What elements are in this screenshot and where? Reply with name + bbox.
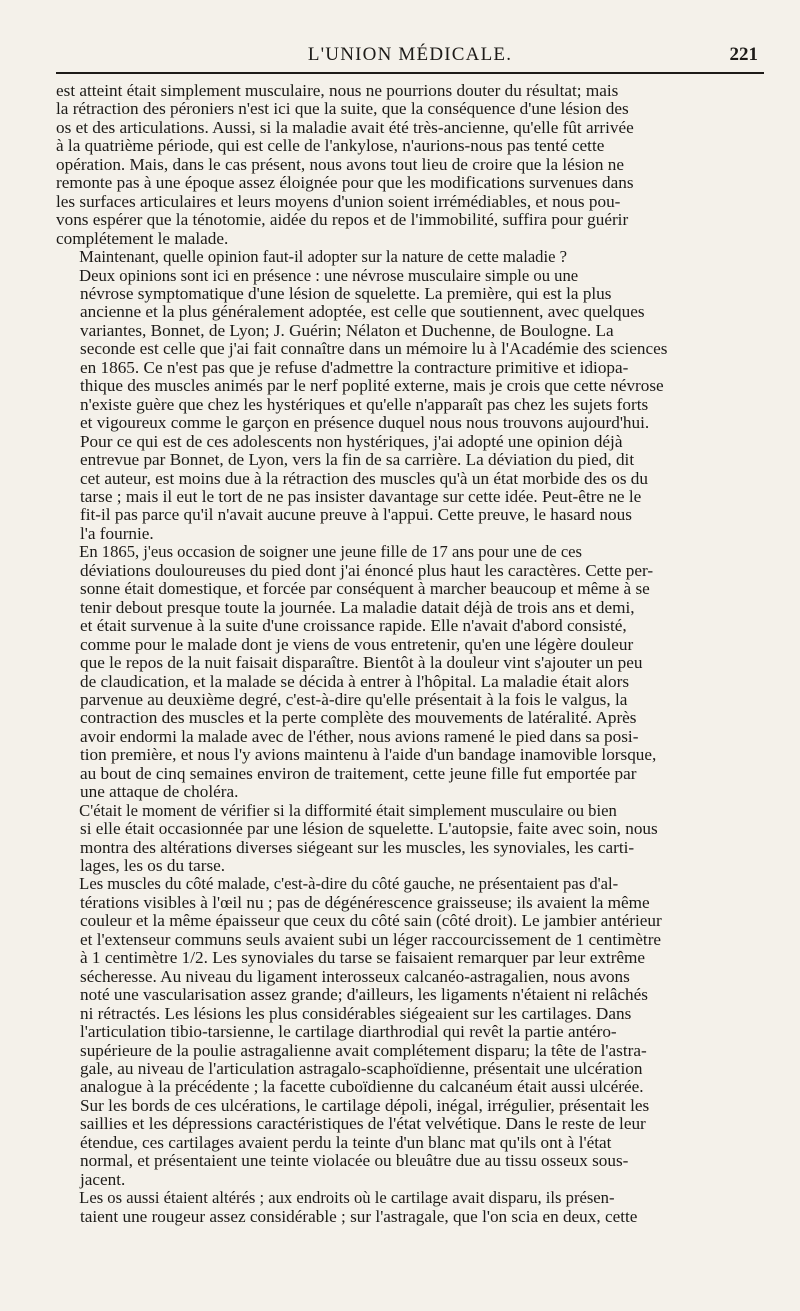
text-line: cet auteur, est moins due à la rétraction des muscles qu'à un état morbide des os du — [80, 468, 648, 488]
text-line: la rétraction des péroniers n'est ici que la suite, que la conséquence d'une lésion des — [56, 99, 629, 119]
text-line: supérieure de la poulie astragalienne avait complétement disparu; la tête de l'astra- — [80, 1040, 647, 1060]
text-line: noté une vascularisation assez grande; d'ailleurs, les ligaments n'étaient ni relâchés — [80, 985, 648, 1005]
text-line: et l'extenseur communs seuls avaient subi un léger raccourcissement de 1 centimètre — [80, 929, 662, 949]
text-line: térations visibles à l'œil nu ; pas de dégénérescence graisseuse; ils avaient la même — [80, 892, 650, 912]
text-line: sécheresse. Au niveau du ligament interosseux calcanéo-astragalien, nous avons — [80, 966, 630, 986]
text-line: de claudication, et la malade se décida à entrer à l'hôpital. La maladie était alors — [80, 671, 630, 691]
paragraph — [56, 543, 764, 801]
text-line: jacent. — [80, 1169, 126, 1189]
text-line: fit-il pas parce qu'il n'avait aucune preuve à l'appui. Cette preuve, le hasard nous — [80, 505, 632, 525]
text-line: tenir debout presque toute la journée. La maladie datait déjà de trois ans et demi, — [80, 597, 635, 617]
text-line: saillies et les dépressions caractéristiques de l'état velvétique. Dans le reste de leur — [80, 1114, 646, 1134]
paragraph — [56, 267, 764, 544]
paragraph — [56, 802, 764, 876]
text-line: Maintenant, quelle opinion faut-il adopter sur la nature de cette maladie ? — [79, 247, 568, 267]
text-line: n'existe guère que chez les hystériques et qu'elle n'apparaît pas chez les sujets forts — [80, 394, 649, 414]
text-line: ni rétractés. Les lésions les plus considérables siégeaient sur les cartilages. Dans — [80, 1003, 632, 1023]
page-number: 221 — [729, 44, 758, 65]
text-line: et était survenue à la suite d'une croissance rapide. Elle n'avait d'abord consisté, — [80, 616, 627, 636]
text-line: l'a fournie. — [80, 523, 154, 543]
paragraph — [56, 875, 764, 1189]
text-line: contraction des muscles et la perte complète des mouvements de latéralité. Après — [80, 708, 637, 728]
text-line: Pour ce qui est de ces adolescents non hystériques, j'ai adopté une opinion déjà — [80, 431, 623, 451]
text-line: opération. Mais, dans le cas présent, nous avons tout lieu de croire que la lésion ne — [56, 154, 624, 174]
header-rule — [56, 72, 764, 74]
text-line: gale, au niveau de l'articulation astragalo-scaphoïdienne, présentait une ulcération — [80, 1059, 643, 1079]
paragraph — [56, 248, 764, 266]
running-title: L'UNION MÉDICALE. — [307, 44, 513, 65]
text-line: complétement le malade. — [56, 228, 229, 248]
text-line: à 1 centimètre 1/2. Les synoviales du tarse se faisaient remarquer par leur extrême — [80, 948, 646, 968]
text-line: les surfaces articulaires et leurs moyens d'union soient irrémédiables, et nous pou- — [56, 191, 621, 211]
text-line: est atteint était simplement musculaire, nous ne pourrions douter du résultat; mais — [56, 81, 619, 100]
text-line: os et des articulations. Aussi, si la maladie avait été très-ancienne, qu'elle fût arrivée — [56, 117, 634, 137]
text-line: l'articulation tibio-tarsienne, le cartilage diarthrodial qui revêt la partie antéro- — [80, 1022, 617, 1042]
text-line: montra des altérations diverses siégeant sur les muscles, les synoviales, les carti- — [80, 837, 635, 857]
text-line: si elle était occasionnée par une lésion de squelette. L'autopsie, faite avec soin, nous — [80, 819, 658, 839]
text-line: que le repos de la nuit faisait disparaître. Bientôt à la douleur vint s'ajouter un peu — [80, 653, 643, 673]
text-line: ancienne et la plus généralement adoptée, est celle que soutiennent, avec quelques — [80, 302, 645, 322]
paragraph — [56, 82, 764, 248]
text-line: Les muscles du côté malade, c'est-à-dire du côté gauche, ne présentaient pas d'al- — [79, 874, 619, 894]
text-line: En 1865, j'eus occasion de soigner une jeune fille de 17 ans pour une de ces — [79, 542, 583, 562]
text-line: névrose symptomatique d'une lésion de squelette. La première, qui est la plus — [80, 283, 612, 303]
text-line: tion première, et nous l'y avions maintenu à l'aide d'un bandage inamovible lorsque, — [80, 745, 657, 765]
text-line: sonne était domestique, et forcée par conséquent à marcher beaucoup et même à se — [80, 579, 650, 599]
text-line: entrevue par Bonnet, de Lyon, vers la fin de sa carrière. La déviation du pied, dit — [80, 450, 635, 470]
body-text — [56, 82, 764, 1226]
text-line: couleur et la même épaisseur que ceux du côté sain (côté droit). Le jambier antérieur — [80, 911, 662, 931]
text-line: taient une rougeur assez considérable ; sur l'astragale, que l'on scia en deux, cette — [80, 1206, 638, 1226]
text-line: vons espérer que la ténotomie, aidée du repos et de l'immobilité, suffira pour guérir — [56, 210, 629, 230]
text-line: parvenue au deuxième degré, c'est-à-dire qu'elle présentait à la fois le valgus, la — [80, 689, 628, 709]
paragraph — [56, 1189, 764, 1226]
text-line: normal, et présentaient une teinte violacée ou bleuâtre due au tissu osseux sous- — [80, 1151, 629, 1171]
text-line: tarse ; mais il eut le tort de ne pas insister davantage sur cette idée. Peut-être ne le — [80, 486, 642, 506]
text-line: variantes, Bonnet, de Lyon; J. Guérin; Nélaton et Duchenne, de Boulogne. La — [80, 320, 614, 340]
running-header — [56, 40, 764, 70]
text-line: et vigoureux comme le garçon en présence duquel nous nous trouvons aujourd'hui. — [80, 413, 650, 433]
text-line: au bout de cinq semaines environ de traitement, cette jeune fille fut emportée par — [80, 763, 637, 783]
text-line: Deux opinions sont ici en présence : une névrose musculaire simple ou une — [79, 265, 579, 285]
text-line: Sur les bords de ces ulcérations, le cartilage dépoli, inégal, irrégulier, présentait les — [80, 1095, 650, 1115]
text-line: comme pour le malade dont je viens de vous entretenir, qu'en une légère douleur — [80, 634, 634, 654]
text-line: lages, les os du tarse. — [80, 856, 226, 876]
text-line: à la quatrième période, qui est celle de l'ankylose, n'aurions-nous pas tenté cette — [56, 136, 605, 156]
text-line: thique des muscles animés par le nerf poplité externe, mais je crois que cette névrose — [80, 376, 664, 396]
text-line: en 1865. Ce n'est pas que je refuse d'admettre la contracture primitive et idiopa- — [80, 357, 629, 377]
text-line: remonte pas à une époque assez éloignée pour que les modifications survenues dans — [56, 173, 634, 193]
text-line: avoir endormi la malade avec de l'éther, nous avions ramené le pied dans sa posi- — [80, 726, 639, 746]
text-line: analogue à la précédente ; la facette cuboïdienne du calcanéum était aussi ulcérée. — [80, 1077, 644, 1097]
text-line: une attaque de choléra. — [80, 782, 239, 802]
text-line: C'était le moment de vérifier si la difformité était simplement musculaire ou bien — [79, 800, 617, 820]
text-line: seconde est celle que j'ai fait connaître dans un mémoire lu à l'Académie des sciences — [80, 339, 668, 359]
text-line: déviations douloureuses du pied dont j'ai énoncé plus haut les caractères. Cette per- — [80, 560, 654, 580]
text-line: Les os aussi étaient altérés ; aux endroits où le cartilage avait disparu, ils présen- — [79, 1188, 615, 1208]
text-line: étendue, ces cartilages avaient perdu la teinte d'un blanc mat qu'ils ont à l'état — [80, 1132, 612, 1152]
